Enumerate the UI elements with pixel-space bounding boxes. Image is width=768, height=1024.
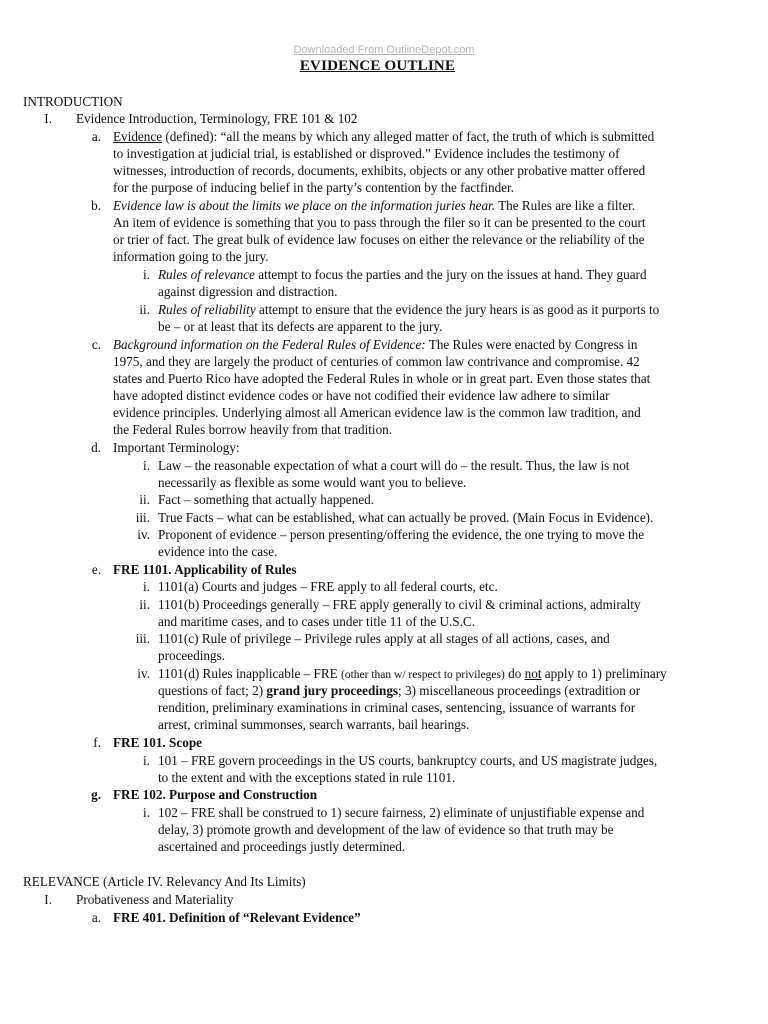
rule-heading-101: FRE 101. Scope: [113, 735, 203, 750]
outline-item-g-i-line: 102 – FRE shall be construed to 1) secure fairness, 2) eliminate of unjustifiable expense and: [158, 805, 645, 820]
outline-marker-e-ii: ii.: [139, 597, 150, 612]
outline-item-e-i-line: 1101(a) Courts and judges – FRE apply to all federal courts, etc.: [158, 579, 498, 594]
outline-item-d-iii-line: True Facts – what can be established, what can actually be proved. (Main Focus in Evidence).: [158, 510, 654, 525]
outline-item-b-line: information going to the jury.: [113, 249, 269, 264]
italic-text: Rules of relevance: [158, 267, 255, 282]
outline-item-I: Evidence Introduction, Terminology, FRE 101 & 102: [76, 111, 358, 126]
text-span: ; 3) miscellaneous proceedings (extradition or: [398, 683, 641, 698]
outline-item-c-line: [113, 336, 637, 353]
text-span: 1101(d) Rules inapplicable – FRE: [158, 666, 342, 681]
outline-marker-e: e.: [91, 562, 101, 577]
outline-marker-d-i: i.: [143, 458, 150, 473]
outline-marker-d-ii: ii.: [139, 492, 150, 507]
outline-item-e-iii-line: 1101(c) Rule of privilege – Privilege rules apply at all stages of all actions, cases, and: [158, 631, 610, 646]
text-span: attempt to focus the parties and the jury on the issues at hand. They guard: [254, 267, 647, 282]
text-span: apply to 1) preliminary: [541, 666, 667, 681]
outline-item-e-iii-line: proceedings.: [158, 648, 226, 663]
outline-marker-g-i: i.: [143, 805, 150, 820]
italic-text: Background information on the Federal Rules of Evidence:: [113, 337, 426, 352]
text-span: The Rules were enacted by Congress in: [425, 337, 638, 352]
outline-item-d-line: Important Terminology:: [113, 440, 240, 455]
outline-item-b-i-line: against digression and distraction.: [158, 284, 338, 299]
outline-item-c-line: have adopted distinct evidence codes or have not codified their evidence law adhere to similar: [113, 388, 610, 403]
outline-marker-d-iv: iv.: [137, 527, 150, 542]
outline-item-a-line: witnesses, introduction of records, documents, exhibits, objects or any other probative matter offered: [113, 163, 646, 178]
outline-marker-e-iii: iii.: [135, 631, 150, 646]
outline-item-e-iv-line: rendition, preliminary examinations in criminal cases, sentencing, issuance of warrants for: [158, 700, 636, 715]
outline-marker-f: f.: [93, 735, 101, 750]
outline-item-d-i-line: necessarily as flexible as some would want you to believe.: [158, 475, 467, 490]
outline-item-f-i-line: 101 – FRE govern proceedings in the US courts, bankruptcy courts, and US magistrate judges,: [158, 753, 658, 768]
italic-text: Evidence law is about the limits we place on the information juries hear.: [113, 198, 496, 213]
outline-item-a-line: [113, 128, 654, 145]
outline-marker-relevance-I: I.: [44, 892, 52, 907]
outline-marker-g: g.: [91, 787, 101, 802]
outline-marker-b-ii: ii.: [139, 302, 150, 317]
outline-item-b-line: An item of evidence is something that you to pass through the filer so it can be presented to the court: [113, 215, 646, 230]
outline-item-e-iv-line: [158, 682, 640, 699]
small-text: (other than w/ respect to privileges): [341, 669, 505, 681]
outline-item-a-line: to investigation at judicial trial, is established or disproved.” Evidence includes the testimony of: [113, 146, 620, 161]
outline-marker-e-iv: iv.: [137, 666, 150, 681]
outline-item-d-i-line: Law – the reasonable expectation of what a court will do – the result. Thus, the law is not: [158, 458, 630, 473]
watermark-link[interactable]: Downloaded From OutlineDepot.com: [293, 44, 475, 56]
underlined-text: not: [524, 666, 542, 681]
outline-item-d-iv-line: Proponent of evidence – person presenting/offering the evidence, the one trying to move the: [158, 527, 645, 542]
text-span: questions of fact; 2): [158, 683, 267, 698]
outline-marker-relevance-a: a.: [91, 910, 101, 925]
outline-item-c-line: 1975, and they are largely the product of centuries of common law contrivance and compromise. 42: [113, 354, 640, 369]
evidence-term: Evidence: [113, 129, 163, 144]
outline-item-b-i-line: [158, 266, 647, 283]
outline-item-c-line: evidence principles. Underlying almost all American evidence law is the common law tradition, and: [113, 405, 641, 420]
outline-marker-a: a.: [91, 129, 101, 144]
outline-item-e-ii-line: and maritime cases, and to cases under title 11 of the U.S.C.: [158, 614, 476, 629]
bold-text: grand jury proceedings: [266, 683, 399, 698]
outline-item-g-i-line: delay, 3) promote growth and development of the law of evidence so that truth may be: [158, 822, 614, 837]
outline-marker-c: c.: [91, 337, 101, 352]
outline-marker-e-i: i.: [143, 579, 150, 594]
outline-item-b-line: or trier of fact. The great bulk of evidence law focuses on either the relevance or the reliability of the: [113, 232, 645, 247]
outline-marker-d: d.: [91, 440, 101, 455]
text-span: The Rules are like a filter.: [495, 198, 636, 213]
outline-item-e-ii-line: 1101(b) Proceedings generally – FRE apply generally to civil & criminal actions, admiralty: [158, 597, 641, 612]
rule-heading-1101: FRE 1101. Applicability of Rules: [113, 562, 297, 577]
outline-item-c-line: the Federal Rules borrow heavily from that tradition.: [113, 422, 393, 437]
rule-heading-102: FRE 102. Purpose and Construction: [113, 787, 318, 802]
outline-item-c-line: states and Puerto Rico have adopted the Federal Rules in whole or in great part. Even those states that: [113, 371, 651, 386]
outline-item-e-iv-line: arrest, criminal summonses, search warrants, bail hearings.: [158, 717, 470, 732]
outline-marker-I: I.: [44, 111, 52, 126]
outline-item-f-i-line: to the extent and with the exceptions stated in rule 1101.: [158, 770, 456, 785]
rule-heading-401: FRE 401. Definition of “Relevant Evidence”: [113, 910, 361, 925]
text-span: (defined): “all the means by which any alleged matter of fact, the truth of which is submitted: [162, 129, 655, 144]
section-heading-introduction: INTRODUCTION: [23, 94, 123, 109]
section-heading-relevance: RELEVANCE (Article IV. Relevancy And Its Limits): [23, 874, 306, 889]
outline-marker-b-i: i.: [143, 267, 150, 282]
outline-item-b-ii-line: [158, 301, 659, 318]
outline-marker-d-iii: iii.: [135, 510, 150, 525]
outline-marker-f-i: i.: [143, 753, 150, 768]
outline-item-b-line: [113, 197, 635, 214]
text-span: attempt to ensure that the evidence the jury hears is as good as it purports to: [255, 302, 660, 317]
outline-item-b-ii-line: be – or at least that its defects are apparent to the jury.: [158, 319, 443, 334]
page-title: EVIDENCE OUTLINE: [299, 58, 456, 74]
outline-item-d-iv-line: evidence into the case.: [158, 544, 278, 559]
italic-text: Rules of reliability: [158, 302, 256, 317]
text-span: do: [504, 666, 525, 681]
outline-item-g-i-line: ascertained and proceedings justly determined.: [158, 839, 406, 854]
outline-item-a-line: for the purpose of inducing belief in the party’s contention by the factfinder.: [113, 180, 515, 195]
outline-item-d-ii-line: Fact – something that actually happened.: [158, 492, 375, 507]
outline-item-relevance-I: Probativeness and Materiality: [76, 892, 234, 907]
outline-marker-b: b.: [91, 198, 101, 213]
